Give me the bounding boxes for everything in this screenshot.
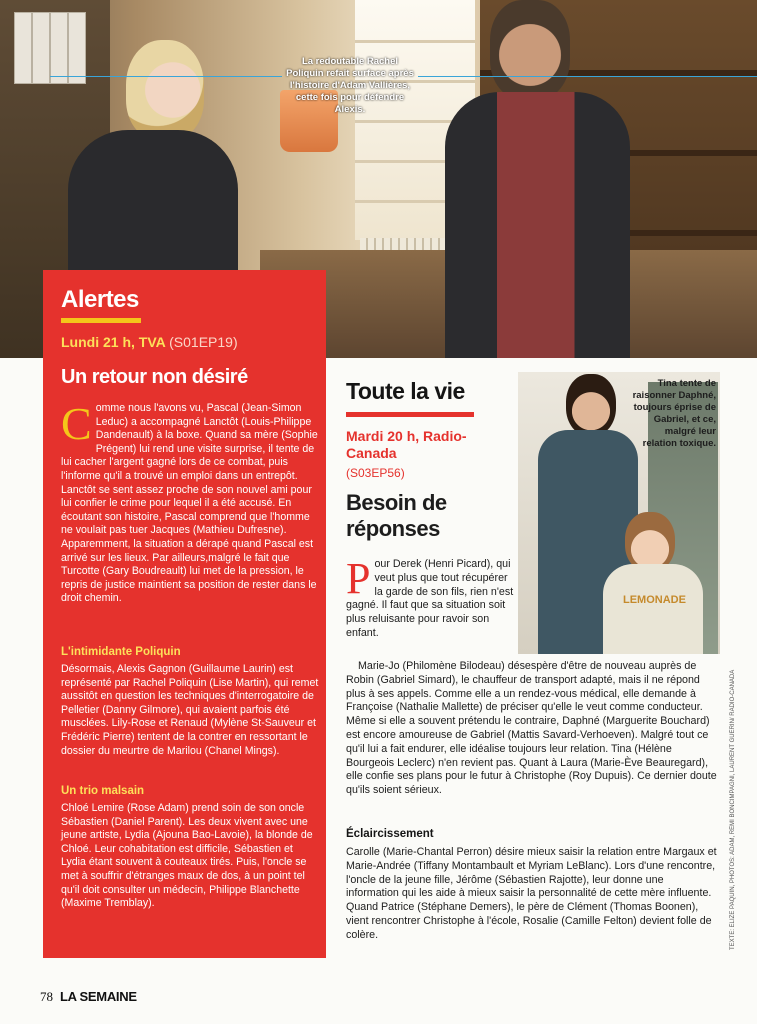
photo-man — [445, 0, 630, 358]
alertes-paragraph-3: Chloé Lemire (Rose Adam) prend soin de son oncle Sébastien (Daniel Parent). Les deux vivent avec une jeune artiste, Lydia (Ajouna Bao-Lavoie), la blonde de Chloé. Leur cohabitation est difficile, Sébastien et Lydia étant souvent à couteaux tirés. Puis, l'oncle se met à souffrir d'étranges maux de dos, à un point tel qu'il doit consulter un médecin, Philippe Blanchette (Maxime Tremblay). — [61, 802, 313, 910]
toute-paragraph-2: Marie-Jo (Philomène Bilodeau) désespère d'être de nouveau auprès de Robin (Gabriel Simard), le chauffeur de transport adapté, mais il ne répond plus à ses appels. Comme elle a un rendez-vous médical, elle demande à Françoise (Nathalie Mallette) de préciser qu'elle le veut comme conducteur. Même si elle a souvent prétendu le contraire, Daphné (Marguerite Bouchard) est encore amoureuse de Gabriel (Mattis Savard-Verhoeven). Malgré tout ce qu'il lui a fait endurer, elle idéalise toujours leur relation. Tina (Hélène Bourgeois Leclerc) n'en revient pas. Quant à Laura (Marie-Ève Beauregard), elle confie ses plans pour le futur à Christophe (Roy Dupuis). Ce dernier doute qu'ils soient sérieux. — [346, 660, 717, 797]
alertes-date — [61, 334, 238, 350]
toute-la-vie-date: Mardi 20 h, Radio-Canada — [346, 428, 467, 461]
alertes-date-label: Lundi 21 h, TVA — [61, 334, 166, 350]
toute-dropcap: P — [346, 554, 371, 603]
alertes-subheading-2: Un trio malsain — [61, 785, 145, 797]
alertes-paragraph-2: Désormais, Alexis Gagnon (Guillaume Laurin) est représenté par Rachel Poliquin (Lise Martin), qui remet aussitôt en question les techniques d'interrogatoire de Pelletier (Danny Gilmore), qui avaient parfois été musclées. Lily-Rose et Renaud (Mylène St-Sauveur et Frédéric Pierre) tentent de la contrer en ressortant le dossier du meurtre de Marilou (Chanel Mings). — [61, 663, 319, 757]
alertes-header-underline — [61, 318, 141, 323]
alertes-episode: (S01EP19) — [169, 334, 238, 350]
alertes-subheading-1: L'intimidante Poliquin — [61, 646, 181, 658]
alertes-paragraph-1-text: omme nous l'avons vu, Pascal (Jean-Simon Leduc) a accompagné Lanctôt (Louis-Philippe Dandenault) à la boxe. Quand sa mère (Sophie Prégent) lui rend une visite surprise, il tente de lui cacher l'argent gagné lors de ce combat, puis l'informe qu'il a trouvé un emploi dans un entrepôt. Lanctôt se sent assez proche de son nouvel ami pour lui confier le crime pour lequel il a été accusé. En écoutant son histoire, Pascal comprend que l'homme ne voulait pas tuer Jacques (Mathieu Dufresne). Apparemment, la situation a dérapé quand Pascal est arrivé sur les lieux. Par ailleurs,malgré le fait que Turcotte (Gary Boudreault) lui met de la pression, le repris de justice maintient sa position de rester dans le droit chemin. — [61, 402, 318, 605]
alertes-title: Un retour non désiré — [61, 366, 248, 388]
toute-la-vie-header: Toute la vie — [346, 378, 465, 404]
toute-la-vie-underline — [346, 412, 474, 417]
caption-line-right — [418, 76, 757, 77]
photo-girl — [603, 512, 703, 654]
magazine-brand: LA SEMAINE — [60, 989, 137, 1004]
right-photo-caption: Tina tente de raisonner Daphné, toujours éprise de Gabriel, et ce, malgré leur relation toxique. — [632, 378, 716, 449]
alertes-dropcap: C — [61, 398, 92, 449]
top-photo-caption: La redoutable Rachel Poliquin refait surface après l'histoire d'Adam Vallières, cette fois pour défendre Alexis. — [286, 56, 414, 115]
toute-paragraph-3: Carolle (Marie-Chantal Perron) désire mieux saisir la relation entre Margaux et Marie-Andrée (Tiffany Montambault et Myriam LeBlanc). Lors d'une rencontre, l'oncle de la jeune fille, Jérôme (Sébastien Rajotte), leur donne une information qui les aide à mieux saisir la personnalité de cette mère influente. Quand Patrice (Stéphane Demers), le père de Clément (Thomas Boonen), vient rencontrer Christophe à l'école, Rosalie (Camille Felton) devient folle de colère. — [346, 846, 717, 941]
alertes-header: Alertes — [61, 286, 139, 313]
toute-paragraph-1 — [346, 554, 514, 641]
alertes-box — [43, 270, 326, 958]
toute-la-vie-headline: Besoin de réponses — [346, 490, 447, 541]
page-number: 78 — [40, 989, 53, 1004]
alertes-paragraph-1 — [61, 398, 319, 606]
toute-paragraph-1-text: our Derek (Henri Picard), qui veut plus que tout récupérer la garde de son fils, rien n'est gagné. Il faut que sa situation soit plus reluisante pour ravoir son enfant. — [346, 558, 514, 639]
toute-subheading-1: Éclaircissement — [346, 828, 434, 840]
caption-line-left — [50, 76, 282, 77]
photo-shirt-text: LEMONADE — [623, 594, 686, 606]
photo-credits: TEXTE: ÉLIZE PAQUIN, PHOTOS: ADAM, RÉMI BONCIMPAGNI, LAURENT GUÉRIN/ RADIO-CANADA — [730, 669, 736, 950]
toute-la-vie-episode: (S03EP56) — [346, 466, 405, 480]
